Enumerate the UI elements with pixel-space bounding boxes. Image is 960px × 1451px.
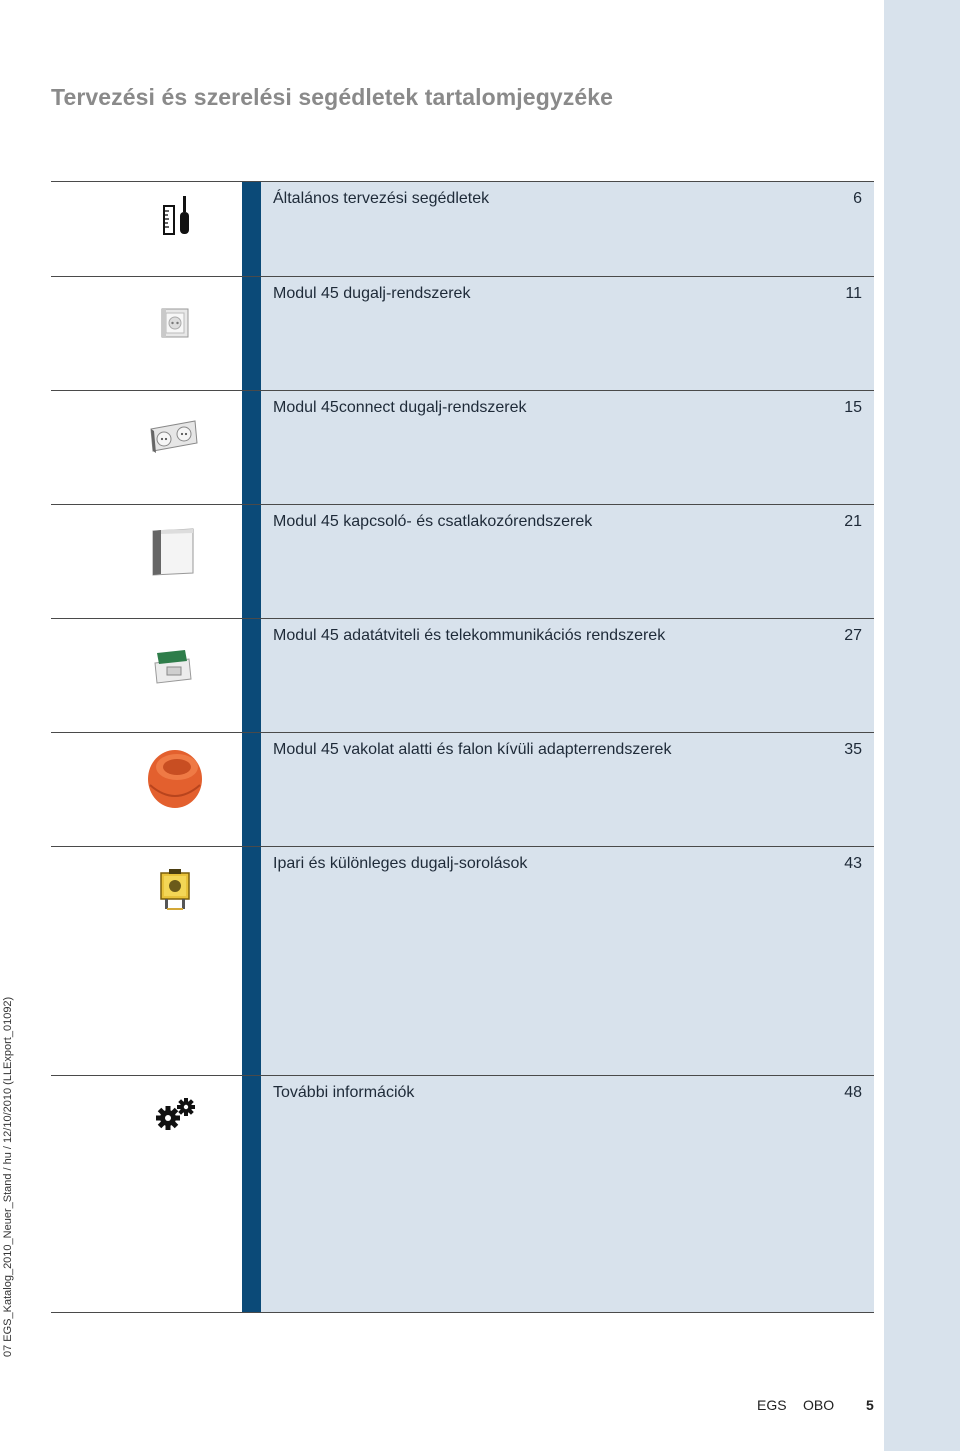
- table-of-contents: [51, 181, 874, 1312]
- double-socket-icon: [147, 403, 203, 467]
- side-strip: [884, 0, 960, 1451]
- print-job-note: 07 EGS_Katalog_2010_Neuer_Stand / hu / 12/10/2010 (LLExport_01092): [2, 996, 14, 1357]
- footer-brand-egs: EGS: [757, 1397, 787, 1413]
- toc-entry-page: 35: [844, 741, 862, 758]
- toc-entry[interactable]: [51, 846, 874, 1076]
- switch-icon: [147, 517, 203, 581]
- gears-icon: [147, 1088, 203, 1152]
- toc-entry-label: További információk: [273, 1084, 415, 1101]
- data-module-icon: [147, 631, 203, 695]
- footer-brand-obo: OBO: [803, 1397, 835, 1413]
- toc-entry[interactable]: [51, 390, 874, 505]
- page-title: Tervezési és szerelési segédletek tartalomjegyzéke: [51, 84, 614, 110]
- toc-entry-page: 11: [845, 285, 862, 302]
- toc-entry-page: 43: [844, 855, 862, 872]
- toc-entry-page: 21: [844, 513, 862, 530]
- toc-entry-label: Modul 45 adatátviteli és telekommunikációs rendszerek: [273, 627, 666, 644]
- toc-entry[interactable]: [51, 276, 874, 391]
- toc-entry-label: Ipari és különleges dugalj-sorolások: [273, 855, 528, 872]
- toc-entry-page: 27: [844, 627, 862, 644]
- toc-entry[interactable]: [51, 618, 874, 733]
- socket-icon: [147, 289, 203, 353]
- toc-entry[interactable]: [51, 732, 874, 847]
- toc-entry-label: Modul 45connect dugalj-rendszerek: [273, 399, 527, 416]
- ruler-screwdriver-icon: [147, 194, 203, 258]
- industrial-socket-icon: [147, 859, 203, 923]
- flush-box-icon: [147, 745, 203, 809]
- toc-entry-label: Modul 45 kapcsoló- és csatlakozórendszerek: [273, 513, 593, 530]
- toc-entry-label: Modul 45 dugalj-rendszerek: [273, 285, 471, 302]
- toc-entry-page: 15: [844, 399, 862, 416]
- toc-entry[interactable]: [51, 504, 874, 619]
- toc-entry-label: Általános tervezési segédletek: [273, 190, 490, 207]
- toc-entry-page: 6: [853, 190, 862, 207]
- toc-entry[interactable]: [51, 181, 874, 277]
- toc-entry-label: Modul 45 vakolat alatti és falon kívüli adapterrendszerek: [273, 741, 672, 758]
- footer-page-number: 5: [866, 1397, 874, 1413]
- toc-entry-page: 48: [844, 1084, 862, 1101]
- toc-entry[interactable]: [51, 1075, 874, 1313]
